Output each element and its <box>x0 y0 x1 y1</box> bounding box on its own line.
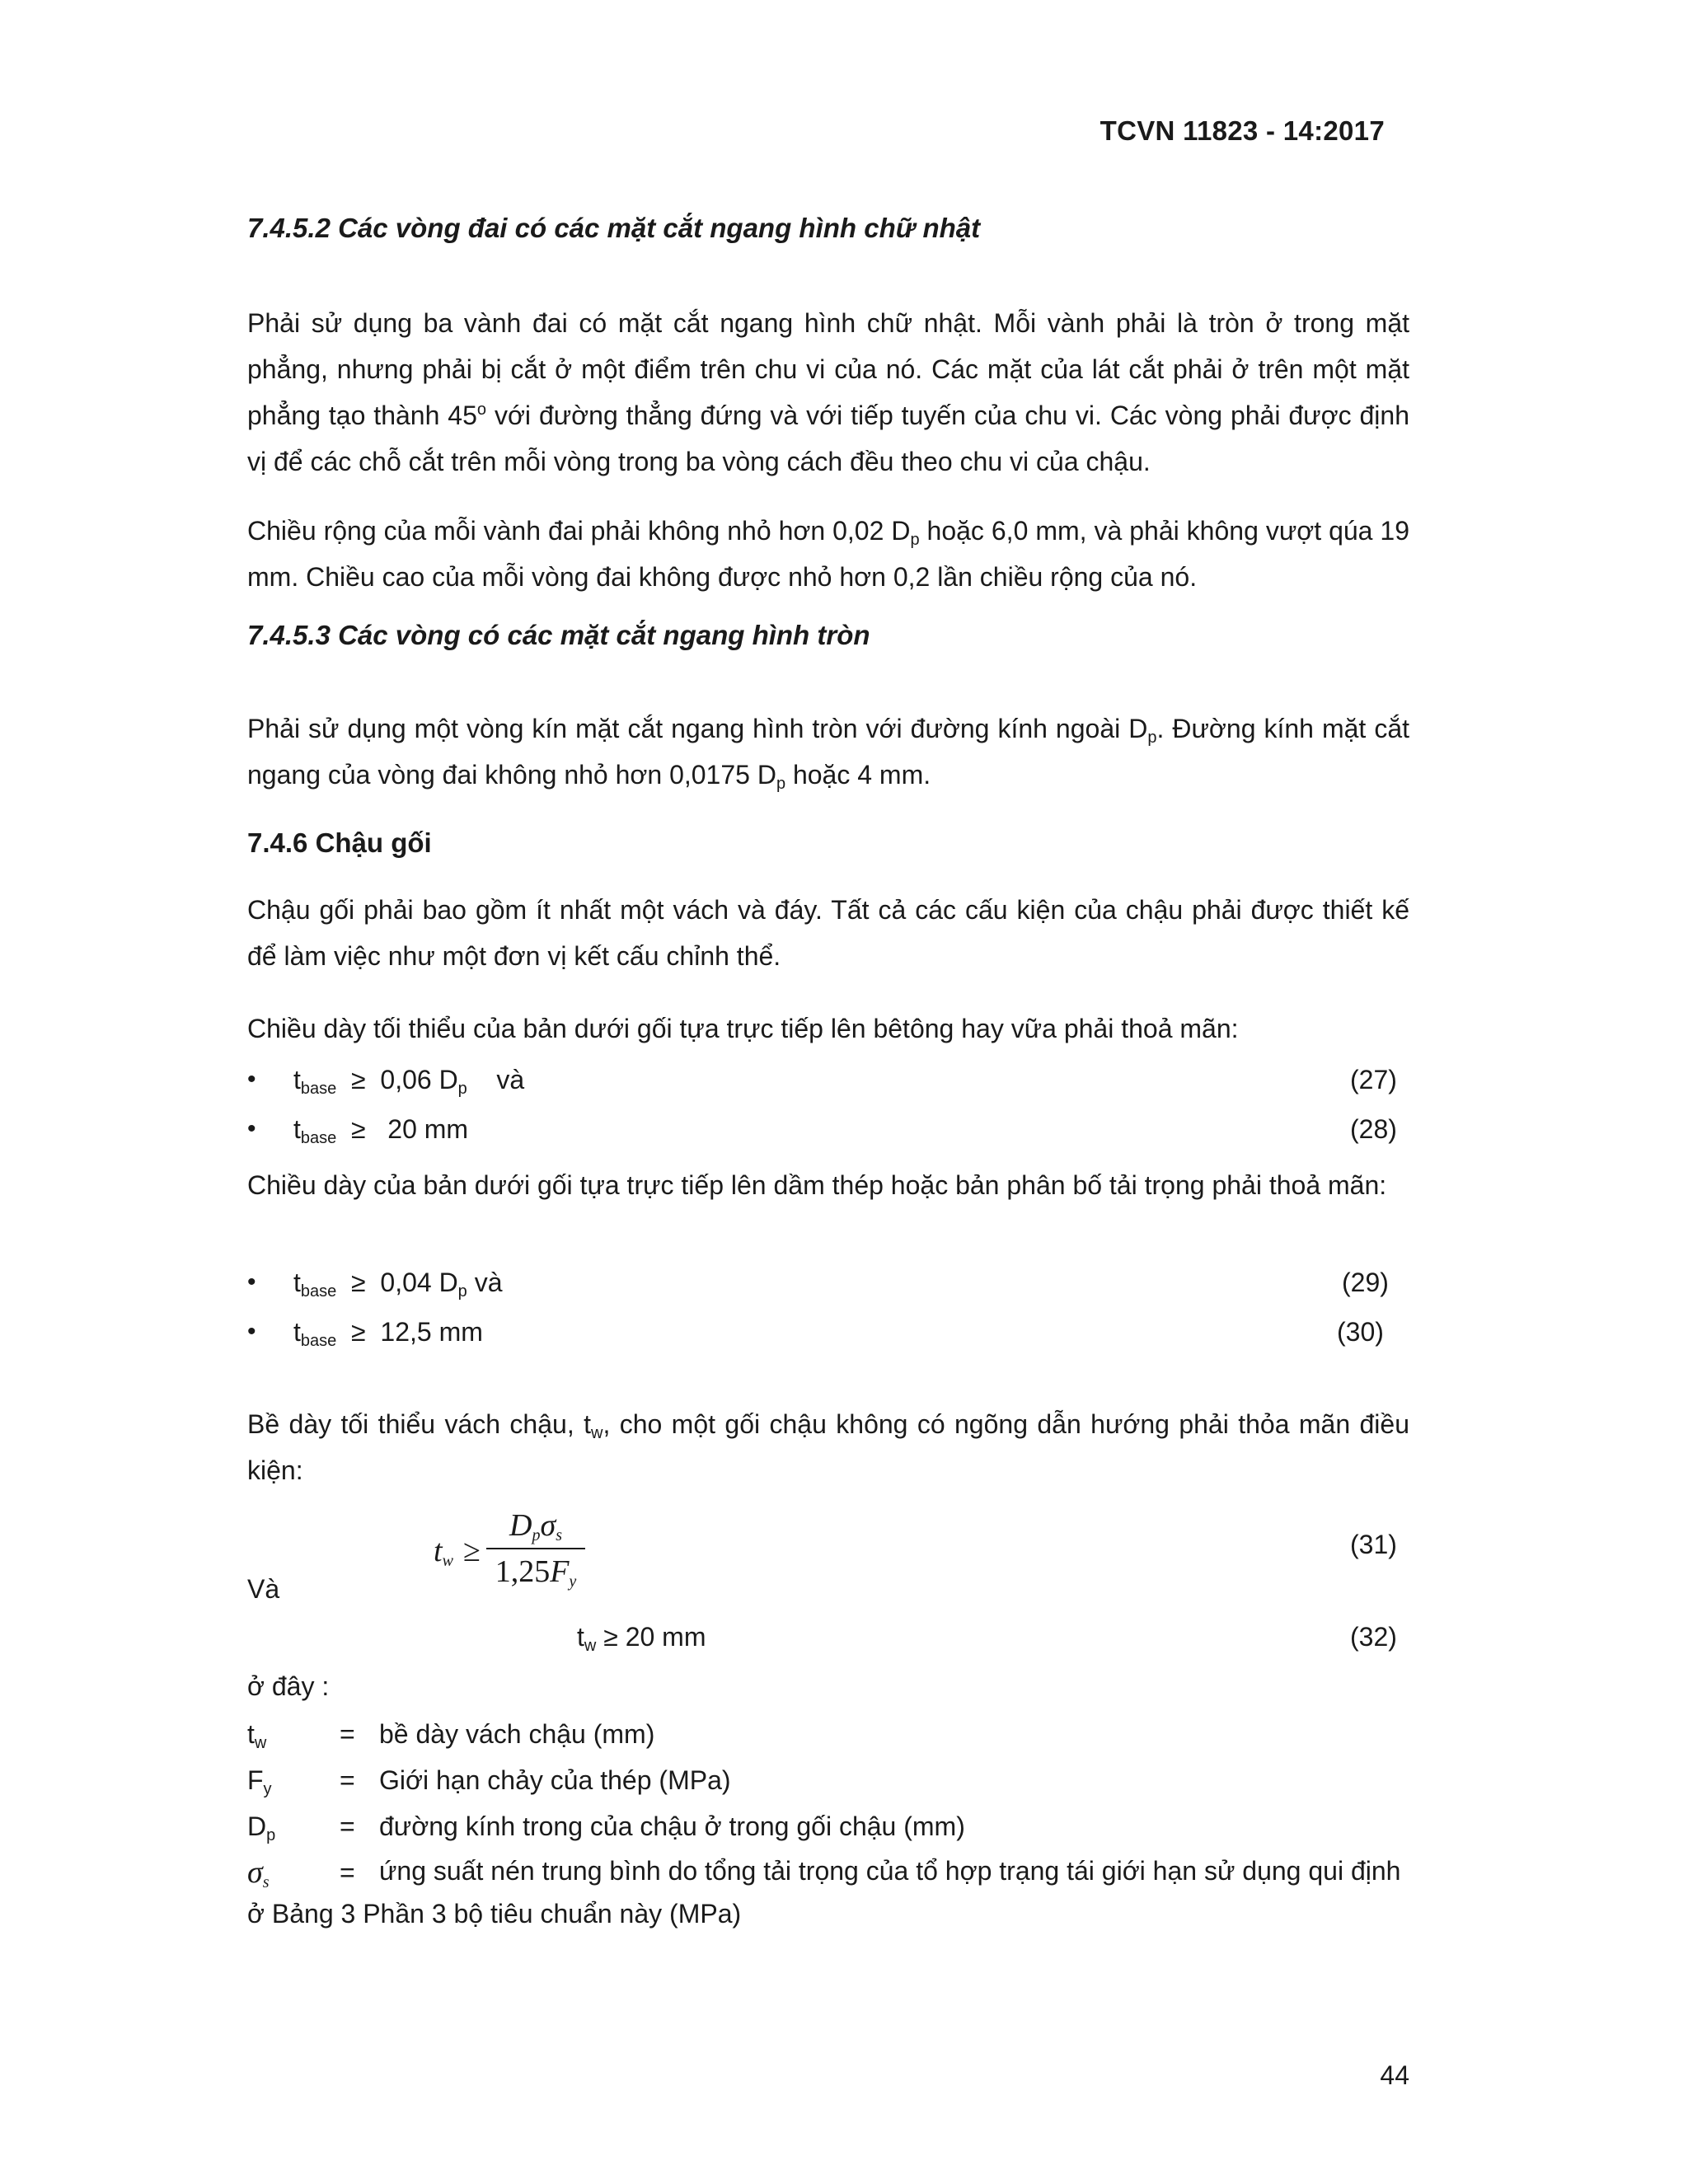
equation-31: $t_w$ ≥ $D_p\sigma_s$ $1,25F_y$ <box>434 1505 648 1596</box>
heading-7-4-5-2: 7.4.5.2 Các vòng đai có các mặt cắt ngang hình chữ nhật <box>247 213 981 243</box>
and-word: Và <box>247 1574 280 1604</box>
heading-7-4-6: 7.4.6 Chậu gối <box>247 827 432 858</box>
formula-item-29: • $t_{base} \ge 0,04$ $D_p$ và (29) <box>247 1259 1409 1305</box>
page-number: 44 <box>1380 2060 1409 2090</box>
equation-label: (28) <box>1350 1114 1397 1144</box>
bullet-icon: • <box>247 1066 256 1093</box>
paragraph-circular-rings: Phải sử dụng một vòng kín mặt cắt ngang hình tròn với đường kính ngoài $D_p$. Đường kính mặt cắt ngang của vòng đai không nhỏ hơn 0,0175 $D_p$ hoặc 4 mm. <box>247 714 1410 793</box>
equation-label: (27) <box>1350 1065 1397 1094</box>
heading-7-4-5-3: 7.4.5.3 Các vòng có các mặt cắt ngang hình tròn <box>247 620 870 650</box>
equation-label: (31) <box>1350 1530 1397 1559</box>
definition-row: $\sigma_s$ = ứng suất nén trung bình do tổng tải trọng của tổ hợp trạng tái giới hạn sử dụng qui định ở Bảng 3 Phần 3 bộ tiêu chuẩn này (MPa) <box>247 1855 1401 1929</box>
equation-32: $t_w \ge 20$ mm (32) <box>247 1614 1409 1660</box>
fraction: $D_p\sigma_s$ $1,25F_y$ <box>486 1505 585 1592</box>
formula-item-27: • $t_{base} \ge 0,06$ $D_p$ và (27) <box>247 1057 1409 1103</box>
paragraph-wall-thickness: Bề dày tối thiểu vách chậu, $t_w$, cho một gối chậu không có ngõng dẫn hướng phải thỏa mãn điều kiện: <box>247 1409 1410 1485</box>
paragraph-base-steel: Chiều dày của bản dưới gối tựa trực tiếp lên dầm thép hoặc bản phân bố tải trọng phải thoả mãn: <box>247 1170 1387 1200</box>
formula-item-30: • $t_{base} \ge 12,5$ mm (30) <box>247 1309 1409 1355</box>
paragraph-pot-bearing: Chậu gối phải bao gồm ít nhất một vách và đáy. Tất cả các cấu kiện của chậu phải được thiết kế để làm việc như một đơn vị kết cấu chỉnh thể. <box>247 895 1409 971</box>
paragraph-rectangular-rings: Phải sử dụng ba vành đai có mặt cắt ngang hình chữ nhật. Mỗi vành phải là tròn ở trong mặt phẳng, nhưng phải bị cắt ở một điểm trên chu vi của nó. Các mặt của lát cắt phải ở trên một mặt phẳng tạo thành 45$^o$ với đường thẳng đứng và với tiếp tuyến của chu vi. Các vòng phải được định vị để các chỗ cắt trên mỗi vòng trong ba vòng cách đều theo chu vi của chậu. <box>247 308 1410 476</box>
equation-label: (29) <box>1342 1268 1389 1297</box>
document-page: TCVN 11823 - 14:2017 7.4.5.2 Các vòng đai có các mặt cắt ngang hình chữ nhật Phải sử dụng ba vành đai có mặt cắt ngang hình chữ nhật. Mỗi vành phải là tròn ở trong mặt phẳng, nhưng phải bị cắt ở một điểm trên chu vi của nó. Các mặt của lát cắt phải ở trên một mặt phẳng tạo thành 45$^o$ với đường thẳng đứng và với tiếp tuyến của chu vi. Các vòng phải được định vị để các chỗ cắt trên mỗi vòng trong ba vòng cách đều theo chu vi của chậu. Chiều rộng của mỗi vành đai phải không nhỏ hơn 0,02 $D_p$ hoặc 6,0 mm, và phải không vượt qúa 19 mm. Chiều cao của mỗi vòng đai không được nhỏ hơn 0,2 lần chiều rộng của nó. 7.4.5.3 Các vòng có các mặt cắt ngang hình tròn Phải sử dụng một vòng kín mặt cắt ngang hình tròn với đường kính ngoài $D_p$. Đường kính mặt cắt ngang của vòng đai không nhỏ hơn 0,0175 $D_p$ hoặc 4 mm. 7.4.6 Chậu gối Chậu gối phải bao gồm ít nhất một vách và đáy. Tất cả các cấu kiện của chậu phải được thiết kế để làm việc như một đơn vị kết cấu chỉnh thể. Chiều dày tối thiểu của bản dưới gối tựa trực tiếp lên bêtông hay vữa phải thoả mãn: • $t_{base} \ge 0,06$ $D_p$ và (27) • $t_{base} \ge 20$ mm (28) Chiều dày của bản dưới gối tựa trực tiếp lên dầm thép hoặc bản phân bố tải trọng phải thoả mãn: • $t_{base} \ge 0,04$ $D_p$ và (29) • $t_{base} \ge 12,5$ mm (30) Bề dày tối thiểu vách chậu, $t_w$, cho một gối chậu không có ngõng dẫn hướng phải thỏa mãn điều kiện: $t_w$ ≥ $D_p\sigma_s$ $1,25F_y$ (31) Và $t_w \ge 20$ mm (32) ở đây : $t_w$ = bề dày vách chậu (mm) $F_y$ = Giới hạn chảy của thép (MPa) $D_p$ = đường kính trong của chậu ở trong gối chậu (mm) $\sigma_s$ = ứng suất nén trung bình do tổng tải trọng của tổ hợp trạng tái giới hạn sử dụng qui định ở Bảng 3 Phần 3 bộ tiêu chuẩn này (MPa) 44 <box>247 115 1410 2090</box>
bullet-icon: • <box>247 1268 256 1296</box>
equation-label: (30) <box>1337 1317 1384 1347</box>
standard-header: TCVN 11823 - 14:2017 <box>1100 115 1385 146</box>
equation-label: (32) <box>1350 1622 1397 1652</box>
paragraph-base-concrete: Chiều dày tối thiểu của bản dưới gối tựa trực tiếp lên bêtông hay vữa phải thoả mãn: <box>247 1014 1239 1043</box>
where-label: ở đây : <box>247 1671 330 1701</box>
bullet-icon: • <box>247 1318 256 1345</box>
paragraph-ring-width: Chiều rộng của mỗi vành đai phải không nhỏ hơn 0,02 $D_p$ hoặc 6,0 mm, và phải không vượt qúa 19 mm. Chiều cao của mỗi vòng đai không được nhỏ hơn 0,2 lần chiều rộng của nó. <box>247 516 1410 592</box>
bullet-icon: • <box>247 1115 256 1142</box>
formula-item-28: • $t_{base} \ge 20$ mm (28) <box>247 1106 1409 1152</box>
